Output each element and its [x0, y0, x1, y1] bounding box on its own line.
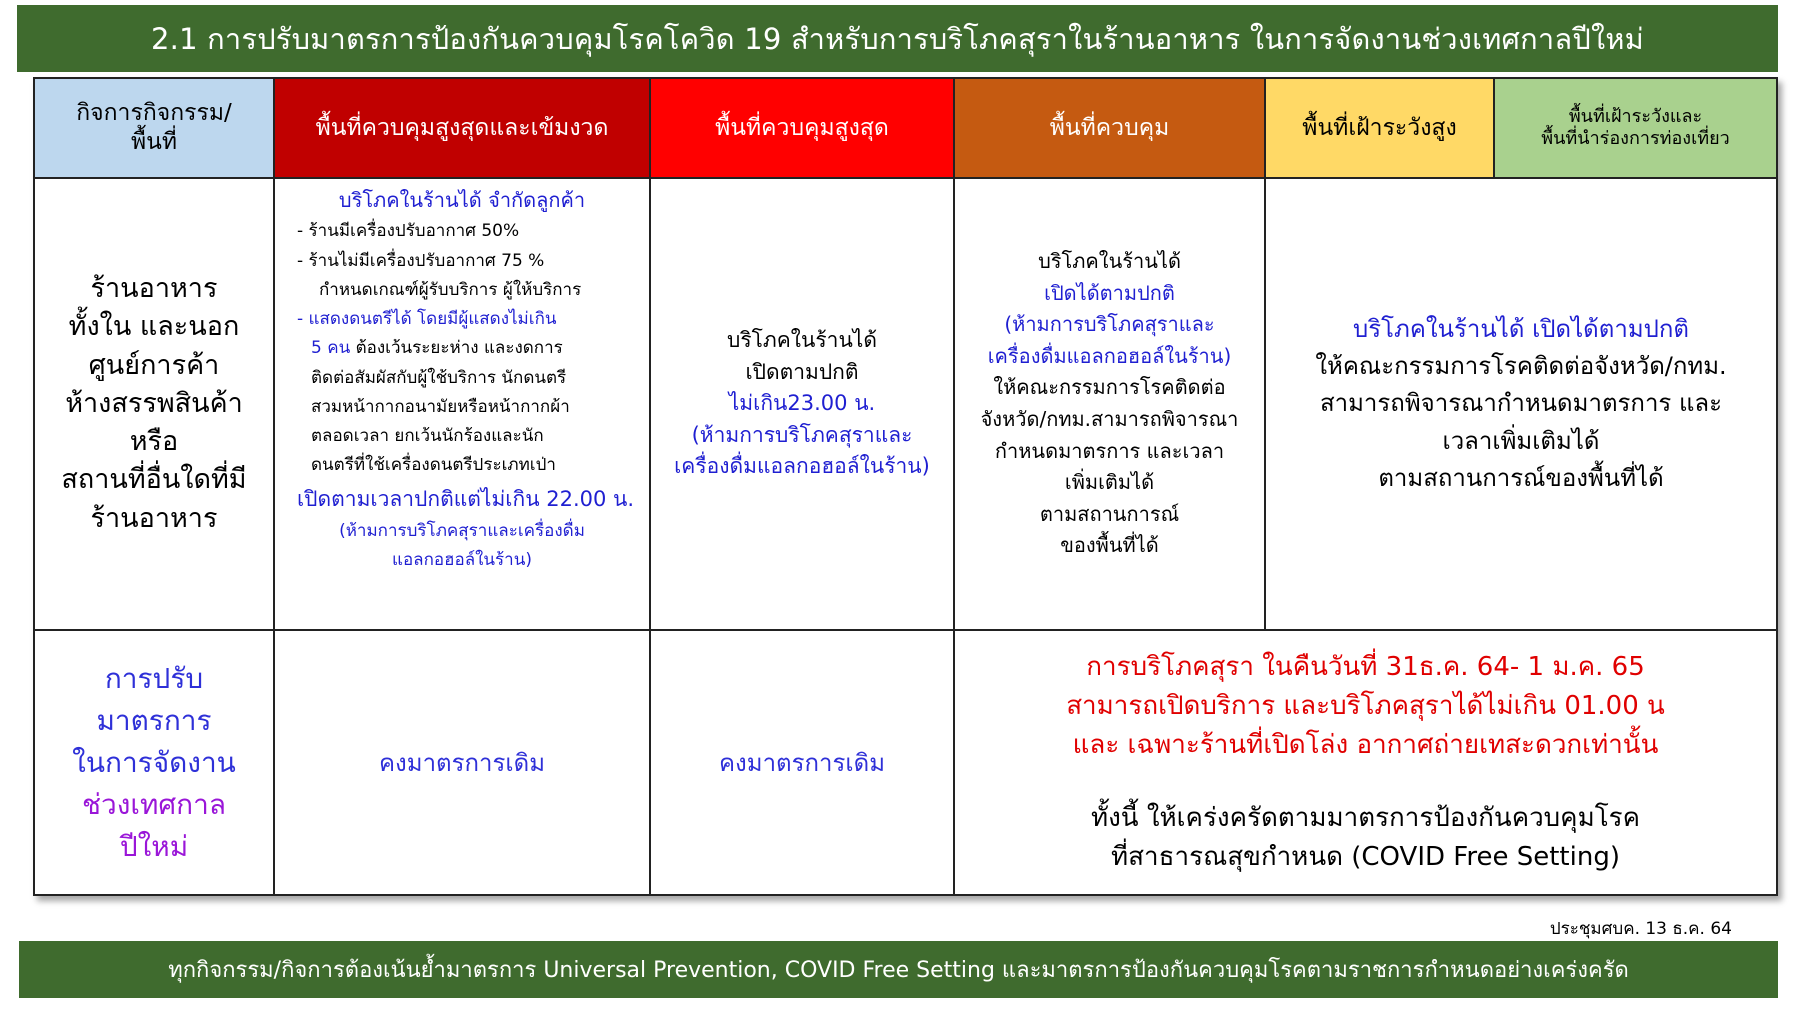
- measures-table: [33, 77, 1778, 896]
- newyear-row-label: การปรับ มาตรการ ในการจัดงาน ช่วงเทศกาล ปีใหม่: [34, 630, 274, 895]
- restaurant-row: [34, 178, 1777, 630]
- restaurant-row-label: ร้านอาหาร ทั้งใน และนอก ศูนย์การค้า ห้างสรรพสินค้า หรือ สถานที่อื่นใดที่มี ร้านอาหาร: [34, 178, 274, 630]
- newyear-row: [34, 630, 1777, 895]
- header-row: [34, 78, 1777, 178]
- restaurant-control-cell: บริโภคในร้านได้ เปิดได้ตามปกติ (ห้ามการบริโภคสุราและ เครื่องดื่มแอลกอฮอล์ในร้าน) ให้คณะกรรมการโรคติดต่อ จังหวัด/กทม.สามารถพิจารณา กำหนดมาตรการ และเวลา เพิ่มเติมได้ ตามสถานการณ์ ของพื้นที่ได้: [954, 178, 1265, 630]
- newyear-strict-max-cell: คงมาตรการเดิม: [274, 630, 650, 895]
- header-surveillance-tourism-zone: พื้นที่เฝ้าระวังและ พื้นที่นำร่องการท่องเที่ยว: [1494, 78, 1777, 178]
- musician-limit-line: 5 คน ต้องเว้นระยะห่าง และงดการ: [311, 338, 563, 359]
- header-max-zone: พื้นที่ควบคุมสูงสุด: [650, 78, 954, 178]
- restaurant-max-cell: บริโภคในร้านได้ เปิดตามปกติ ไม่เกิน23.00 น. (ห้ามการบริโภคสุราและ เครื่องดื่มแอลกอฮอล์ในร้าน): [650, 178, 954, 630]
- header-activity: กิจการกิจกรรม/ พื้นที่: [34, 78, 274, 178]
- spacer: [963, 765, 1768, 799]
- restaurant-strict-max-cell: บริโภคในร้านได้ จำกัดลูกค้า - ร้านมีเครื่องปรับอากาศ 50% - ร้านไม่มีเครื่องปรับอากาศ 75 % กำหนดเกณฑ์ผู้รับบริการ ผู้ให้บริการ - แสดงดนตรีได้ โดยมีผู้แสดงไม่เกิน 5 คน ต้องเว้นระยะห่าง และงดการ ติดต่อสัมผัสกับผู้ใช้บริการ นักดนตรี สวมหน้ากากอนามัยหรือหน้ากากผ้า ตลอดเวลา ยกเว้นนักร้องและนัก ดนตรีที่ใช้เครื่องดนตรีประเภทเป่า เปิดตามเวลาปกติแต่ไม่เกิน 22.00 น. (ห้ามการบริโภคสุราและเครื่องดื่ม แอลกอฮอล์ในร้าน): [274, 178, 650, 630]
- header-control-zone: พื้นที่ควบคุม: [954, 78, 1265, 178]
- meeting-note: ประชุมศบค. 13 ธ.ค. 64: [1549, 919, 1732, 939]
- restaurant-surveillance-cell: บริโภคในร้านได้ เปิดได้ตามปกติ ให้คณะกรรมการโรคติดต่อจังหวัด/กทม. สามารถพิจารณากำหนดมาตรการ และ เวลาเพิ่มเติมได้ ตามสถานการณ์ของพื้นที่ได้: [1265, 178, 1777, 630]
- header-strict-max-zone: พื้นที่ควบคุมสูงสุดและเข้มงวด: [274, 78, 650, 178]
- footer-banner: ทุกกิจกรรม/กิจการต้องเน้นย้ำมาตรการ Universal Prevention, COVID Free Setting และมาตรการป้องกันควบคุมโรคตามราชการกำหนดอย่างเคร่งครัด: [19, 941, 1778, 998]
- header-high-surveillance-zone: พื้นที่เฝ้าระวังสูง: [1265, 78, 1494, 178]
- newyear-max-cell: คงมาตรการเดิม: [650, 630, 954, 895]
- page-title: 2.1 การปรับมาตรการป้องกันควบคุมโรคโควิด 19 สำหรับการบริโภคสุราในร้านอาหาร ในการจัดงานช่วงเทศกาลปีใหม่: [17, 5, 1778, 72]
- newyear-other-zones-cell: การบริโภคสุรา ในคืนวันที่ 31ธ.ค. 64- 1 ม.ค. 65 สามารถเปิดบริการ และบริโภคสุราได้ไม่เกิน 01.00 น และ เฉพาะร้านที่เปิดโล่ง อากาศถ่ายเทสะดวกเท่านั้น ทั้งนี้ ให้เคร่งครัดตามมาตรการป้องกันควบคุมโรค ที่สาธารณสุขกำหนด (COVID Free Setting): [954, 630, 1777, 895]
